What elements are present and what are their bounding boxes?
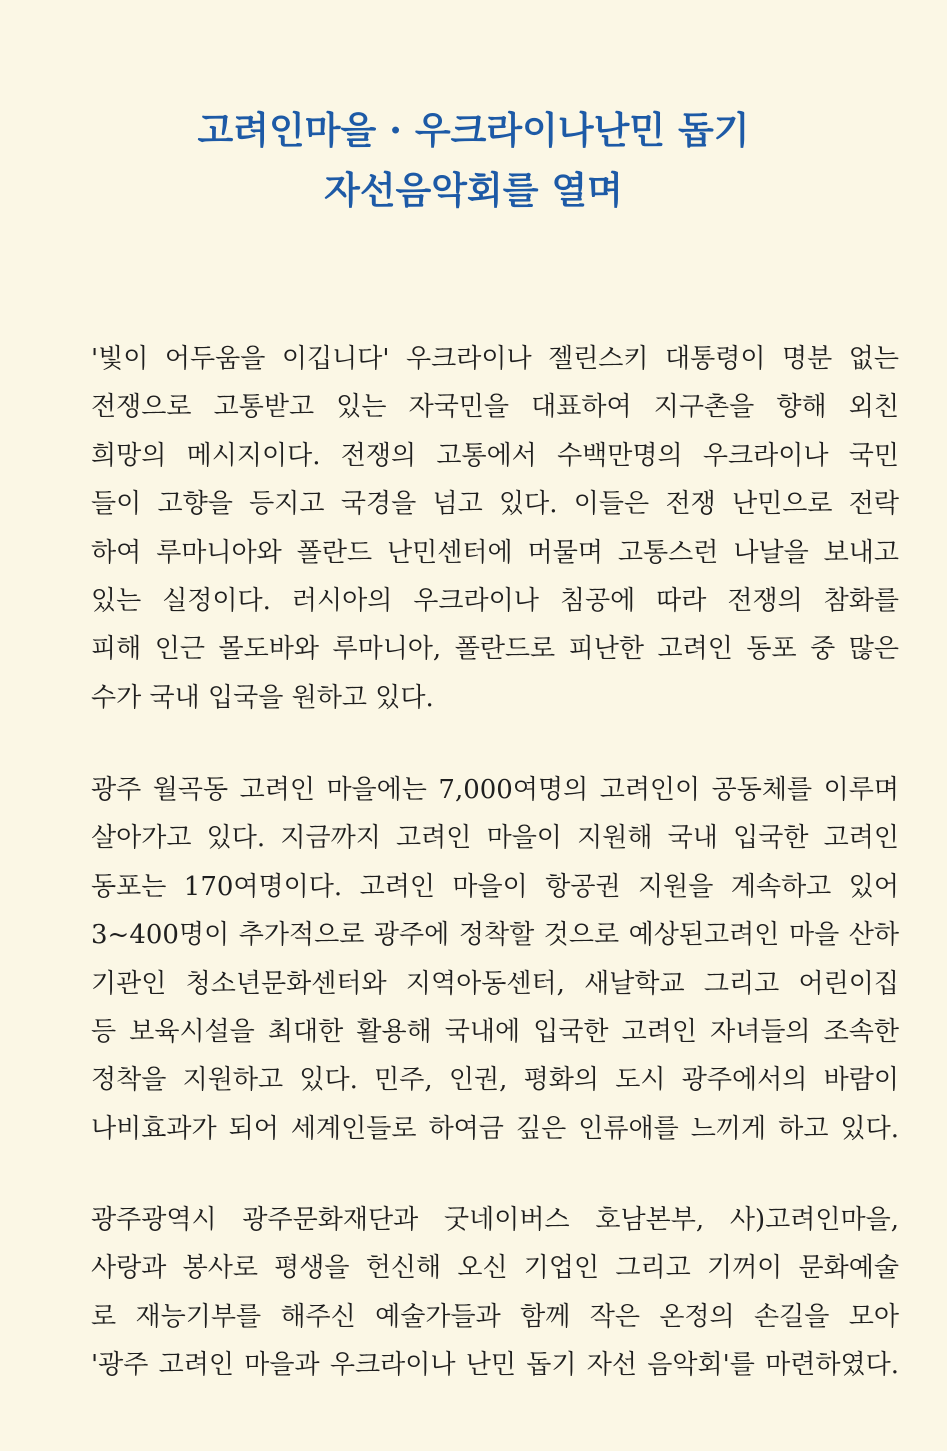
text-line: 살아가고 있다. 지금까지 고려인 마을이 지원해 국내 입국한 고려인: [91, 823, 899, 854]
title-line-2: 자선음악회를 열며: [324, 168, 623, 212]
text-line: 사랑과 봉사로 평생을 헌신해 오신 기업인 그리고 기꺼이 문화예술: [91, 1253, 899, 1284]
text-line: 희망의 메시지이다. 전쟁의 고통에서 수백만명의 우크라이나 국민: [91, 440, 899, 471]
paragraph-1: [91, 335, 899, 722]
text-line: 하여 루마니아와 폴란드 난민센터에 머물며 고통스런 나날을 보내고: [91, 537, 899, 568]
text-line: 로 재능기부를 해주신 예술가들과 함께 작은 온정의 손길을 모아: [91, 1301, 899, 1332]
text-line: 수가 국내 입국을 원하고 있다.: [91, 682, 434, 713]
text-line: 있는 실정이다. 러시아의 우크라이나 침공에 따라 전쟁의 참화를: [91, 585, 899, 616]
page-title: [0, 100, 947, 220]
text-line: '광주 고려인 마을과 우크라이나 난민 돕기 자선 음악회'를 마련하였다.: [91, 1350, 899, 1381]
text-line: 피해 인근 몰도바와 루마니아, 폴란드로 피난한 고려인 동포 중 많은: [91, 634, 899, 665]
text-line: '빛이 어두움을 이깁니다' 우크라이나 젤린스키 대통령이 명분 없는: [91, 344, 899, 374]
text-line: 정착을 지원하고 있다. 민주, 인권, 평화의 도시 광주에서의 바람이: [91, 1065, 899, 1096]
text-line: 광주광역시 광주문화재단과 굿네이버스 호남본부, 사)고려인마을,: [91, 1205, 899, 1235]
text-line: 동포는 170여명이다. 고려인 마을이 항공권 지원을 계속하고 있어: [91, 871, 899, 902]
text-line: 등 보육시설을 최대한 활용해 국내에 입국한 고려인 자녀들의 조속한: [91, 1016, 899, 1047]
paragraph-2: [91, 766, 899, 1153]
text-line: 들이 고향을 등지고 국경을 넘고 있다. 이들은 전쟁 난민으로 전락: [91, 489, 899, 520]
paragraph-3: [91, 1196, 899, 1390]
title-line-1: 고려인마을 · 우크라이나난민 돕기: [197, 108, 750, 152]
text-line: 전쟁으로 고통받고 있는 자국민을 대표하여 지구촌을 향해 외친: [91, 392, 899, 423]
text-line: 기관인 청소년문화센터와 지역아동센터, 새날학교 그리고 어린이집: [91, 968, 899, 999]
text-line: 광주 월곡동 고려인 마을에는 7,000여명의 고려인이 공동체를 이루며: [91, 775, 899, 805]
text-line: 3~400명이 추가적으로 광주에 정착할 것으로 예상된고려인 마을 산하: [91, 920, 899, 951]
text-line: 나비효과가 되어 세계인들로 하여금 깊은 인류애를 느끼게 하고 있다.: [91, 1113, 899, 1144]
